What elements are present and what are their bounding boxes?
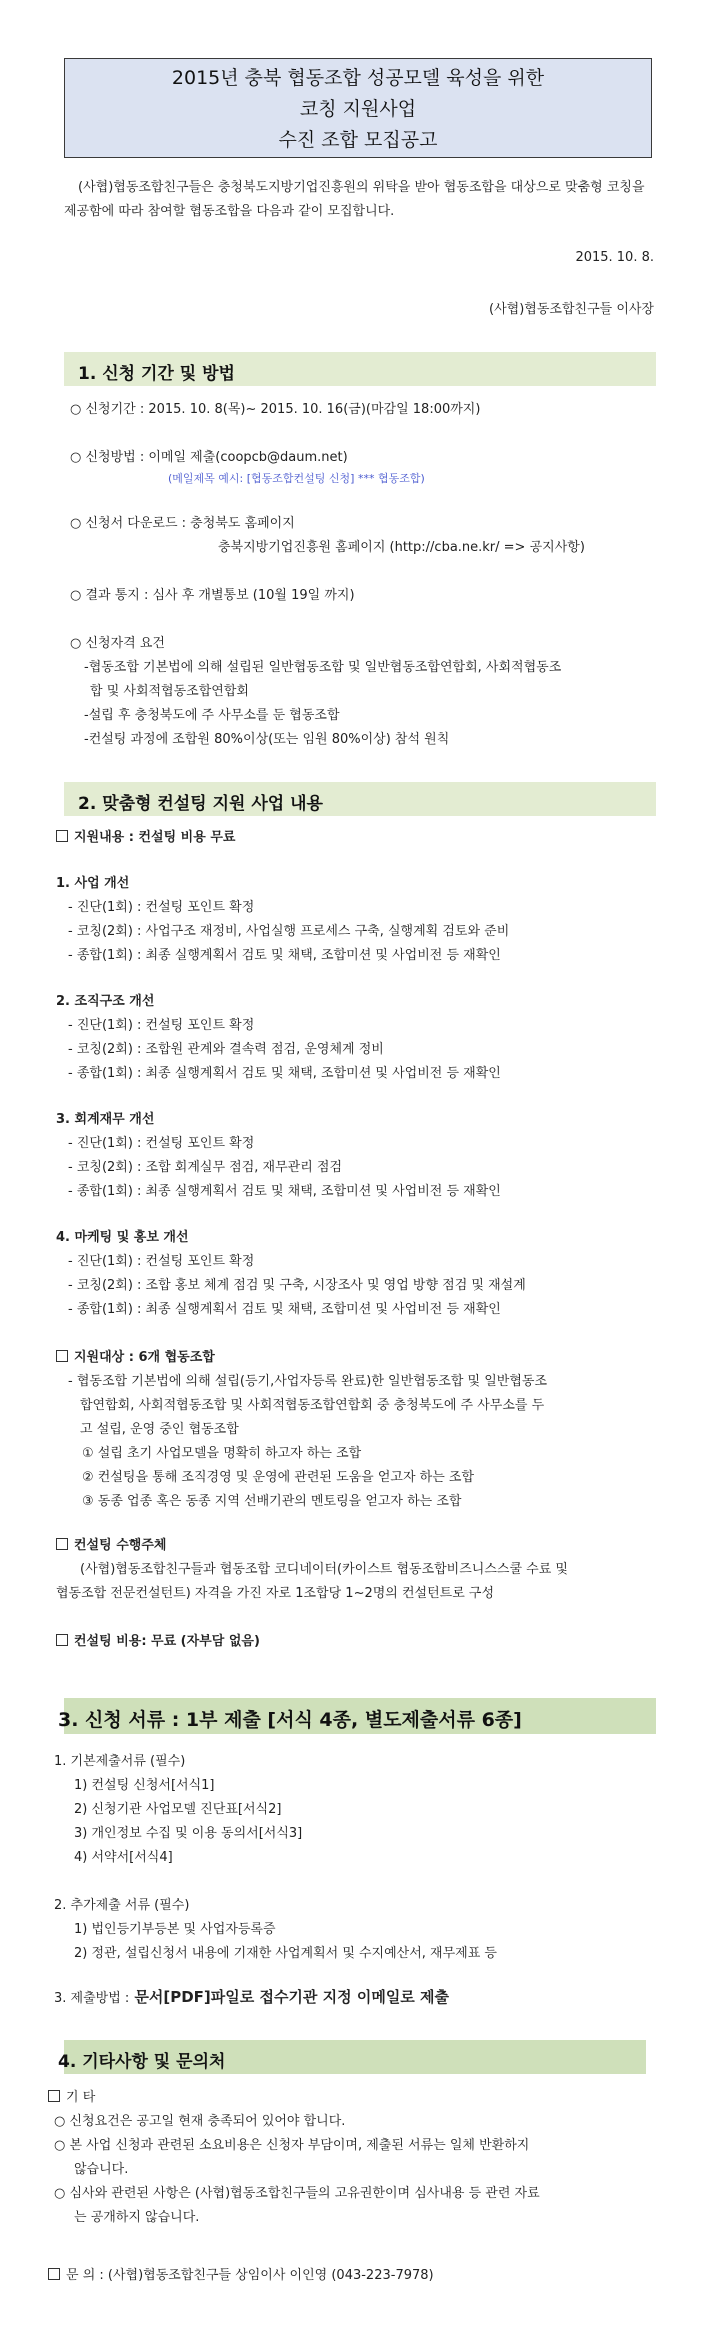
submit-method: [54, 1986, 449, 2007]
apply-method: ○ 신청방법 : 이메일 제출(coopcb@daum.net): [70, 450, 348, 465]
basic-doc-item: 3) 개인정보 수집 및 이용 동의서[서식3]: [74, 1826, 303, 1841]
title-line-3: 수진 조합 모집공고: [278, 129, 438, 151]
submit-method-label: 3. 제출방법 :: [54, 1991, 130, 2006]
executor-line: (사협)협동조합친구들과 협동조합 코디네이터(카이스트 협동조합비즈니스스쿨 수료 및: [80, 1562, 568, 1577]
checkbox-icon: [56, 830, 68, 842]
etc-item-cont: 않습니다.: [74, 2162, 129, 2177]
etc-item: ○ 본 사업 신청과 관련된 소요비용은 신청자 부담이며, 제출된 서류는 일체 반환하지: [54, 2138, 530, 2153]
section-2-title: 2. 맞춤형 컨설팅 지원 사업 내용: [78, 794, 323, 814]
checkbox-icon: [48, 2090, 60, 2102]
group-3-head: 3. 회계재무 개선: [56, 1112, 155, 1127]
qualification-head: ○ 신청자격 요건: [70, 636, 165, 651]
qualification-2: -설립 후 충청북도에 주 사무소를 둔 협동조합: [84, 708, 340, 723]
extra-docs-head: 2. 추가제출 서류 (필수): [54, 1898, 190, 1913]
extra-doc-item: 1) 법인등기부등본 및 사업자등록증: [74, 1922, 276, 1937]
group-4-item: - 종합(1회) : 최종 실행계획서 검토 및 채택, 조합미션 및 사업비전 등 재확인: [68, 1302, 501, 1317]
group-3-item: - 코칭(2회) : 조합 회계실무 점검, 재무관리 점검: [68, 1160, 343, 1175]
checkbox-icon: [56, 1538, 68, 1550]
title-line-1: 2015년 충북 협동조합 성공모델 육성을 위한: [171, 67, 545, 89]
group-3-item: - 진단(1회) : 컨설팅 포인트 확정: [68, 1136, 255, 1151]
section-3-title: 3. 신청 서류 : 1부 제출 [서식 4종, 별도제출서류 6종]: [58, 1709, 522, 1731]
title-box: [64, 58, 652, 158]
group-1-item: - 진단(1회) : 컨설팅 포인트 확정: [68, 900, 255, 915]
section-1-title: 1. 신청 기간 및 방법: [78, 364, 235, 384]
target-line: - 협동조합 기본법에 의해 설립(등기,사업자등록 완료)한 일반협동조합 및 일반협동조: [68, 1374, 547, 1389]
group-4-item: - 진단(1회) : 컨설팅 포인트 확정: [68, 1254, 255, 1269]
target-line: 고 설립, 운영 중인 협동조합: [80, 1422, 239, 1437]
basic-docs-head: 1. 기본제출서류 (필수): [54, 1754, 186, 1769]
form-download: ○ 신청서 다운로드 : 충청북도 홈페이지: [70, 516, 295, 531]
qualification-3: -컨설팅 과정에 조합원 80%이상(또는 임원 80%이상) 참석 원칙: [84, 732, 450, 747]
apply-period: ○ 신청기간 : 2015. 10. 8(목)~ 2015. 10. 16(금)(마감일 18:00까지): [70, 402, 481, 417]
etc-item: ○ 신청요건은 공고일 현재 충족되어 있어야 합니다.: [54, 2114, 346, 2129]
contact-line: 문 의 : (사협)협동조합친구들 상임이사 이인영 (043-223-7978): [48, 2264, 434, 2283]
title-line-2: 코칭 지원사업: [299, 98, 417, 120]
target-condition: ② 컨설팅을 통해 조직경영 및 운영에 관련된 도움을 얻고자 하는 조합: [82, 1470, 475, 1485]
extra-doc-item: 2) 정관, 설립신청서 내용에 기재한 사업계획서 및 수지예산서, 재무제표 등: [74, 1946, 497, 1961]
target-condition: ① 설립 초기 사업모델을 명확히 하고자 하는 조합: [82, 1446, 362, 1461]
checkbox-icon: [48, 2268, 60, 2280]
group-3-item: - 종합(1회) : 최종 실행계획서 검토 및 채택, 조합미션 및 사업비전 등 재확인: [68, 1184, 501, 1199]
consulting-cost: 컨설팅 비용: 무료 (자부담 없음): [56, 1630, 260, 1649]
form-download-site: 충북지방기업진흥원 홈페이지 (http://cba.ne.kr/ => 공지사항): [218, 540, 585, 555]
group-2-item: - 종합(1회) : 최종 실행계획서 검토 및 채택, 조합미션 및 사업비전 등 재확인: [68, 1066, 501, 1081]
executor-line: 협동조합 전문컨설턴트) 자격을 가진 자로 1조합당 1~2명의 컨설턴트로 구성: [56, 1586, 495, 1601]
target-condition: ③ 동종 업종 혹은 동종 지역 선배기관의 멘토링을 얻고자 하는 조합: [82, 1494, 462, 1509]
notice-date: 2015. 10. 8.: [575, 250, 654, 265]
support-content: 지원내용 : 컨설팅 비용 무료: [56, 826, 235, 845]
group-2-item: - 코칭(2회) : 조합원 관계와 결속력 점검, 운영체계 정비: [68, 1042, 384, 1057]
group-2-head: 2. 조직구조 개선: [56, 994, 155, 1009]
group-4-item: - 코칭(2회) : 조합 홍보 체계 점검 및 구축, 시장조사 및 영업 방향 점검 및 재설계: [68, 1278, 526, 1293]
qualification-1b: 합 및 사회적협동조합연합회: [90, 684, 249, 699]
intro-paragraph: (사협)협동조합친구들은 충청북도지방기업진흥원의 위탁을 받아 협동조합을 대상으로 맞춤형 코칭을 제공함에 따라 참여할 협동조합을 다음과 같이 모집합니다.: [64, 180, 645, 219]
group-4-head: 4. 마케팅 및 홍보 개선: [56, 1230, 189, 1245]
checkbox-icon: [56, 1350, 68, 1362]
executor-head: 컨설팅 수행주체: [56, 1534, 166, 1553]
mail-subject-example: (메일제목 예시: [협동조합컨설팅 신청] *** 협동조합): [168, 472, 425, 485]
section-4-title: 4. 기타사항 및 문의처: [58, 2052, 226, 2072]
checkbox-icon: [56, 1634, 68, 1646]
target-line: 합연합회, 사회적협동조합 및 사회적협동조합연합회 중 충청북도에 주 사무소를 두: [80, 1398, 545, 1413]
group-1-item: - 종합(1회) : 최종 실행계획서 검토 및 채택, 조합미션 및 사업비전 등 재확인: [68, 948, 501, 963]
group-1-head: 1. 사업 개선: [56, 876, 130, 891]
target-head: 지원대상 : 6개 협동조합: [56, 1346, 215, 1365]
qualification-1a: -협동조합 기본법에 의해 설립된 일반협동조합 및 일반협동조합연합회, 사회적협동조: [84, 660, 562, 675]
group-2-item: - 진단(1회) : 컨설팅 포인트 확정: [68, 1018, 255, 1033]
signature: (사협)협동조합친구들 이사장: [489, 302, 654, 317]
basic-doc-item: 4) 서약서[서식4]: [74, 1850, 173, 1865]
etc-item: ○ 심사와 관련된 사항은 (사협)협동조합친구들의 고유권한이며 심사내용 등 관련 자료: [54, 2186, 540, 2201]
basic-doc-item: 2) 신청기관 사업모델 진단표[서식2]: [74, 1802, 282, 1817]
etc-item-cont: 는 공개하지 않습니다.: [74, 2210, 200, 2225]
result-notice: ○ 결과 통지 : 심사 후 개별통보 (10월 19일 까지): [70, 588, 355, 603]
basic-doc-item: 1) 컨설팅 신청서[서식1]: [74, 1778, 215, 1793]
group-1-item: - 코칭(2회) : 사업구조 재정비, 사업실행 프로세스 구축, 실행계획 검토와 준비: [68, 924, 510, 939]
etc-head: 기 타: [48, 2086, 95, 2105]
submit-method-value: 문서[PDF]파일로 접수기관 지정 이메일로 제출: [134, 1988, 449, 2006]
